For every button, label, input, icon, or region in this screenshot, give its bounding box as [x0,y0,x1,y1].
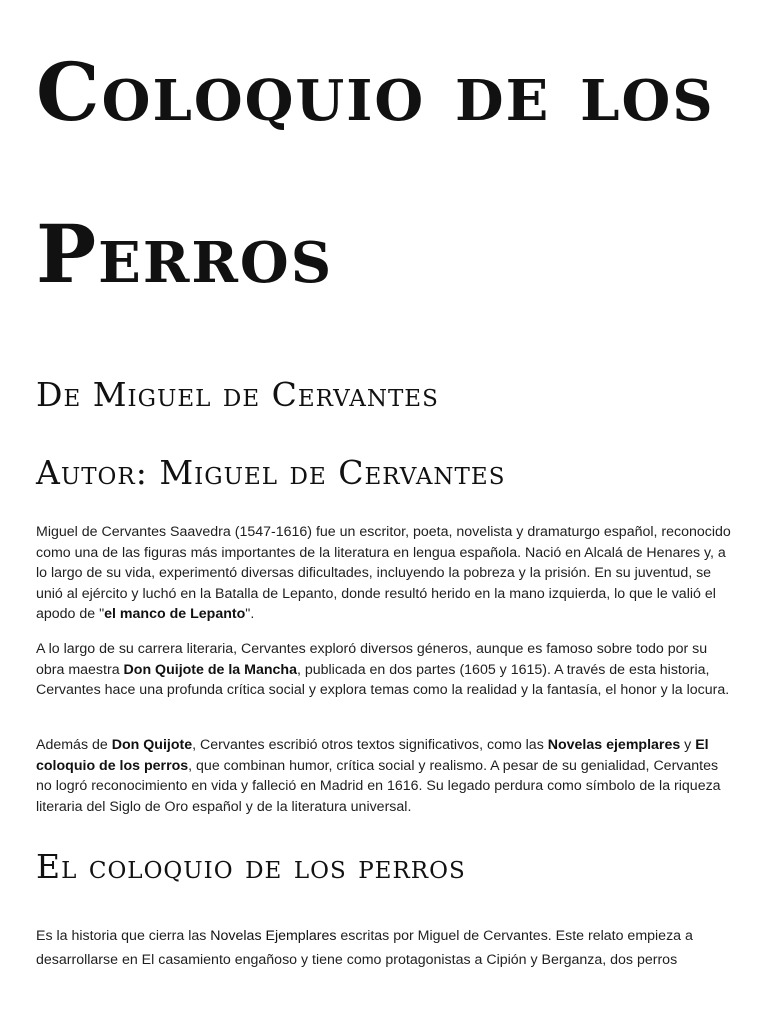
highlight-phrase: Novelas Ejemplares [210,928,337,944]
bold-phrase: Don Quijote de la Mancha [123,661,297,678]
title-line-1: Coloquio de los [36,45,715,139]
text-run: A lo largo de su carrera literaria, Cervantes exploró diversos géneros, aunque es famoso sobre todo por su obra maestra [36,641,708,678]
bold-phrase: Don Quijote [111,737,193,753]
bold-phrase: Novelas ejemplares [547,737,681,753]
text-run: Además de [36,737,112,753]
text-run: , Cervantes escribió otros textos significativos, como las [192,737,548,753]
author-heading: Autor: Miguel de Cervantes [36,453,506,492]
text-run: Miguel de Cervantes Saavedra (1547-1616) fue un escritor, poeta, novelista y dramaturgo español, reconocido como una de las figuras más importantes de la literatura en lengua española. Nació en Alcalá de Henares y, a lo largo de su vida, experimentó diversas dificultades, incluyendo la pobreza y la prisión. En su juventud, se unió al ejército y luchó en la Batalla de Lepanto, donde resultó herido en la mano izquierda, lo que le valió el apodo de " [36,524,731,622]
coloquio-heading: El coloquio de los perros [36,847,466,886]
author-paragraph-3 [36,735,736,817]
bold-phrase: el manco de Lepanto [104,606,246,622]
bold-phrase: El coloquio de los perros [36,737,709,774]
text-run: Es la historia que cierra las [36,928,211,944]
author-paragraph-1 [36,522,736,625]
text-run: y [680,737,696,753]
text-run: , que combinan humor, crítica social y realismo. A pesar de su genialidad, Cervantes no logró reconocimiento en vida y falleció en Madrid en 1616. Su legado perdura como símbolo de la riqueza literaria del Siglo de Oro español y de la literatura universal. [36,757,721,815]
text-run: escritas por Miguel de Cervantes. Este relato empieza a desarrollarse en El casamiento engañoso y tiene como protagonistas a Cipión y Berganza, dos perros [36,928,693,968]
text-run: ". [245,606,255,622]
subtitle: De Miguel de Cervantes [36,375,439,414]
text-run: , publicada en dos partes (1605 y 1615). A través de esta historia, Cervantes hace una profunda crítica social y explora temas como la realidad y la fantasía, el honor y la locura. [36,661,730,698]
title-line-2: Perros [36,207,334,301]
author-paragraph-2 [36,639,736,701]
coloquio-paragraph-1 [36,925,736,972]
